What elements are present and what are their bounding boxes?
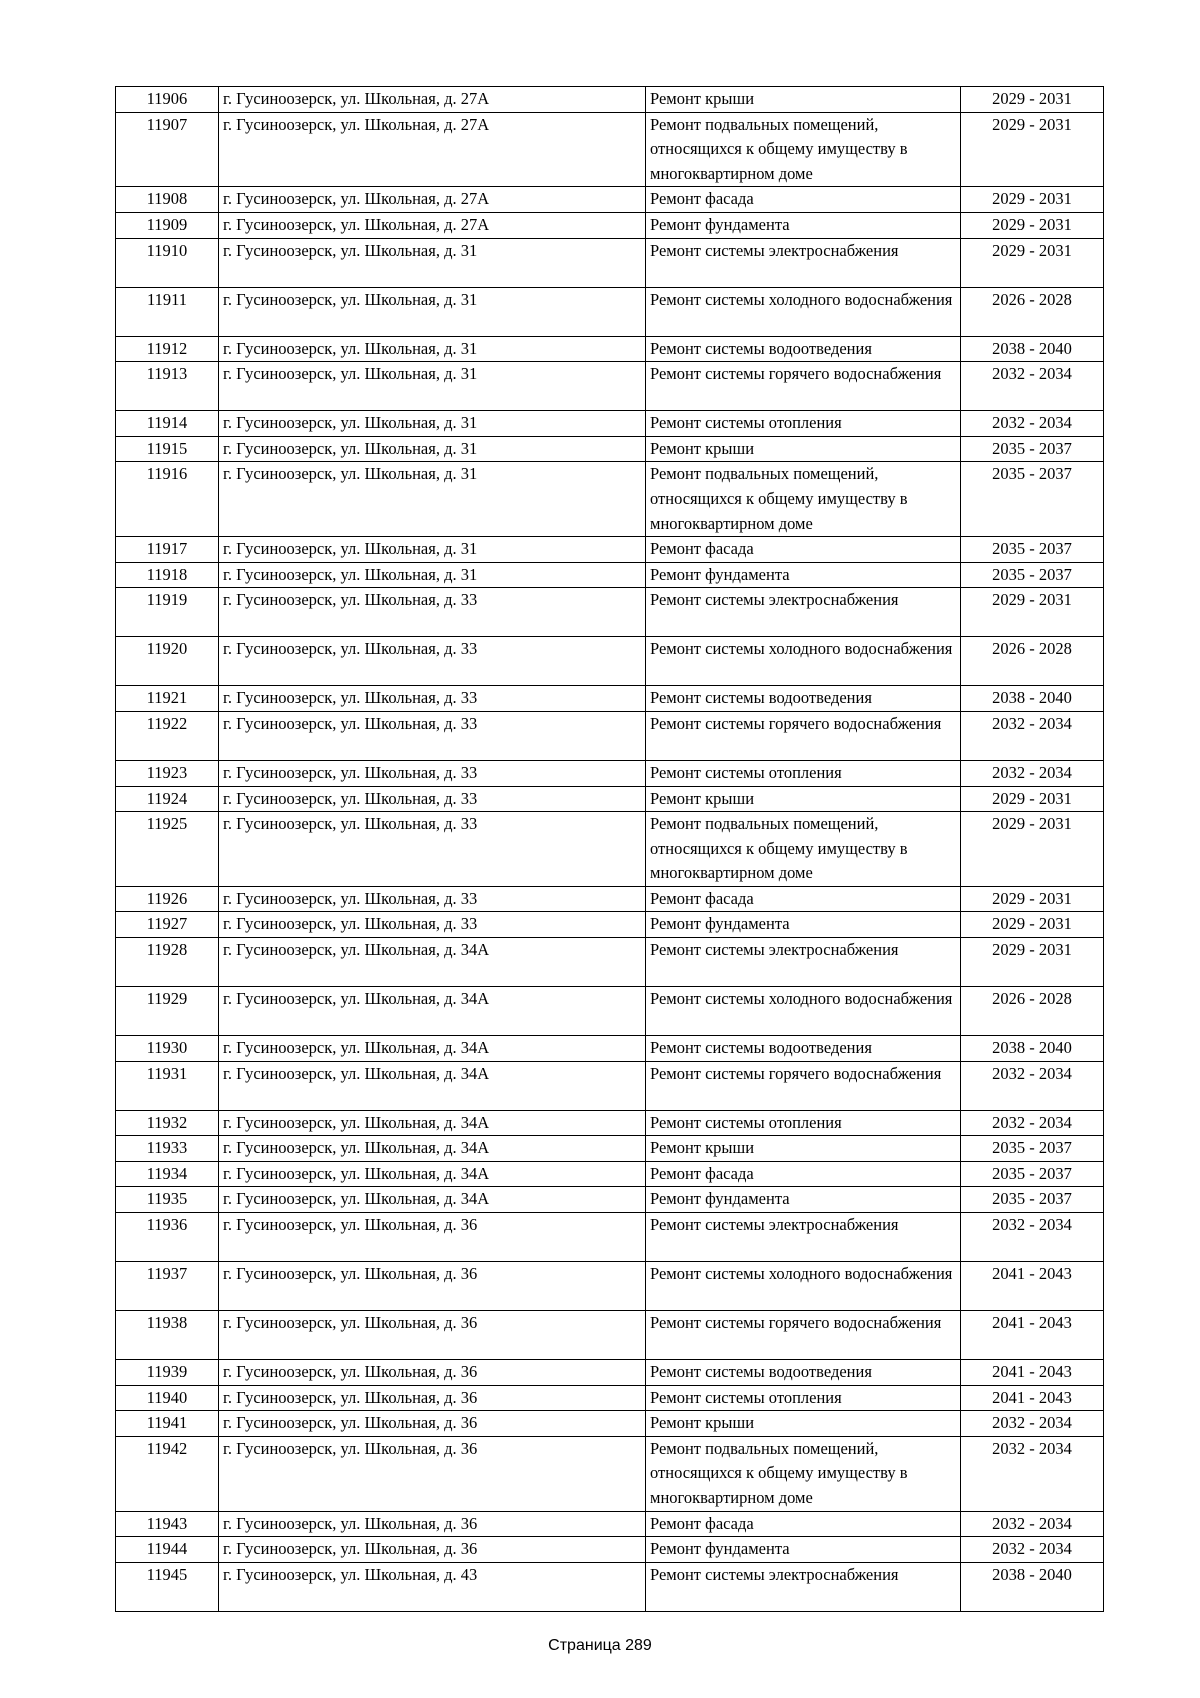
cell-number: 11942 xyxy=(116,1436,219,1511)
cell-work-type: Ремонт подвальных помещений, относящихся к общему имуществу в многоквартирном доме xyxy=(646,812,961,887)
cell-work-type: Ремонт подвальных помещений, относящихся к общему имуществу в многоквартирном доме xyxy=(646,462,961,537)
cell-address: г. Гусиноозерск, ул. Школьная, д. 27А xyxy=(219,187,646,213)
cell-number: 11940 xyxy=(116,1385,219,1411)
table-body xyxy=(116,87,1104,1612)
cell-period: 2026 - 2028 xyxy=(961,287,1104,336)
cell-number: 11926 xyxy=(116,886,219,912)
cell-number: 11908 xyxy=(116,187,219,213)
table-row xyxy=(116,462,1104,537)
cell-period: 2032 - 2034 xyxy=(961,1537,1104,1563)
cell-work-type: Ремонт системы водоотведения xyxy=(646,686,961,712)
cell-number: 11915 xyxy=(116,436,219,462)
table-row xyxy=(116,1537,1104,1563)
table-row xyxy=(116,938,1104,987)
cell-period: 2029 - 2031 xyxy=(961,112,1104,187)
cell-period: 2029 - 2031 xyxy=(961,786,1104,812)
cell-number: 11944 xyxy=(116,1537,219,1563)
cell-work-type: Ремонт крыши xyxy=(646,1411,961,1437)
cell-period: 2041 - 2043 xyxy=(961,1311,1104,1360)
table-row xyxy=(116,287,1104,336)
cell-number: 11945 xyxy=(116,1562,219,1611)
cell-period: 2038 - 2040 xyxy=(961,336,1104,362)
cell-address: г. Гусиноозерск, ул. Школьная, д. 33 xyxy=(219,711,646,760)
cell-address: г. Гусиноозерск, ул. Школьная, д. 33 xyxy=(219,686,646,712)
cell-address: г. Гусиноозерск, ул. Школьная, д. 27А xyxy=(219,112,646,187)
cell-period: 2035 - 2037 xyxy=(961,462,1104,537)
cell-period: 2029 - 2031 xyxy=(961,588,1104,637)
cell-address: г. Гусиноозерск, ул. Школьная, д. 27А xyxy=(219,212,646,238)
table-row xyxy=(116,537,1104,563)
table-row xyxy=(116,711,1104,760)
cell-period: 2026 - 2028 xyxy=(961,987,1104,1036)
cell-work-type: Ремонт системы водоотведения xyxy=(646,1360,961,1386)
cell-number: 11922 xyxy=(116,711,219,760)
cell-number: 11913 xyxy=(116,362,219,411)
table-row xyxy=(116,987,1104,1036)
cell-address: г. Гусиноозерск, ул. Школьная, д. 36 xyxy=(219,1262,646,1311)
table-row xyxy=(116,1187,1104,1213)
cell-address: г. Гусиноозерск, ул. Школьная, д. 33 xyxy=(219,886,646,912)
cell-work-type: Ремонт системы холодного водоснабжения xyxy=(646,987,961,1036)
table-row xyxy=(116,1136,1104,1162)
cell-address: г. Гусиноозерск, ул. Школьная, д. 31 xyxy=(219,537,646,563)
cell-address: г. Гусиноозерск, ул. Школьная, д. 36 xyxy=(219,1311,646,1360)
cell-address: г. Гусиноозерск, ул. Школьная, д. 27А xyxy=(219,87,646,113)
cell-period: 2035 - 2037 xyxy=(961,436,1104,462)
cell-work-type: Ремонт крыши xyxy=(646,1136,961,1162)
table-row xyxy=(116,411,1104,437)
cell-period: 2032 - 2034 xyxy=(961,362,1104,411)
cell-period: 2035 - 2037 xyxy=(961,1161,1104,1187)
table-row xyxy=(116,886,1104,912)
cell-work-type: Ремонт фасада xyxy=(646,537,961,563)
cell-number: 11924 xyxy=(116,786,219,812)
cell-address: г. Гусиноозерск, ул. Школьная, д. 31 xyxy=(219,287,646,336)
cell-period: 2026 - 2028 xyxy=(961,637,1104,686)
table-row xyxy=(116,686,1104,712)
cell-work-type: Ремонт системы горячего водоснабжения xyxy=(646,362,961,411)
cell-number: 11911 xyxy=(116,287,219,336)
cell-number: 11934 xyxy=(116,1161,219,1187)
cell-number: 11906 xyxy=(116,87,219,113)
cell-work-type: Ремонт крыши xyxy=(646,436,961,462)
cell-address: г. Гусиноозерск, ул. Школьная, д. 33 xyxy=(219,760,646,786)
cell-period: 2029 - 2031 xyxy=(961,938,1104,987)
cell-period: 2035 - 2037 xyxy=(961,562,1104,588)
cell-work-type: Ремонт системы отопления xyxy=(646,1385,961,1411)
table-row xyxy=(116,1110,1104,1136)
cell-number: 11932 xyxy=(116,1110,219,1136)
cell-address: г. Гусиноозерск, ул. Школьная, д. 36 xyxy=(219,1213,646,1262)
cell-work-type: Ремонт крыши xyxy=(646,786,961,812)
cell-address: г. Гусиноозерск, ул. Школьная, д. 33 xyxy=(219,912,646,938)
cell-period: 2041 - 2043 xyxy=(961,1360,1104,1386)
cell-work-type: Ремонт системы электроснабжения xyxy=(646,1213,961,1262)
cell-number: 11909 xyxy=(116,212,219,238)
cell-number: 11928 xyxy=(116,938,219,987)
cell-address: г. Гусиноозерск, ул. Школьная, д. 31 xyxy=(219,362,646,411)
cell-address: г. Гусиноозерск, ул. Школьная, д. 34А xyxy=(219,1036,646,1062)
table-row xyxy=(116,238,1104,287)
cell-address: г. Гусиноозерск, ул. Школьная, д. 36 xyxy=(219,1537,646,1563)
cell-number: 11938 xyxy=(116,1311,219,1360)
cell-work-type: Ремонт системы электроснабжения xyxy=(646,938,961,987)
cell-period: 2041 - 2043 xyxy=(961,1385,1104,1411)
cell-work-type: Ремонт подвальных помещений, относящихся к общему имуществу в многоквартирном доме xyxy=(646,1436,961,1511)
cell-address: г. Гусиноозерск, ул. Школьная, д. 36 xyxy=(219,1360,646,1386)
cell-period: 2032 - 2034 xyxy=(961,711,1104,760)
cell-period: 2035 - 2037 xyxy=(961,1187,1104,1213)
cell-address: г. Гусиноозерск, ул. Школьная, д. 34А xyxy=(219,1187,646,1213)
cell-address: г. Гусиноозерск, ул. Школьная, д. 36 xyxy=(219,1411,646,1437)
cell-work-type: Ремонт системы горячего водоснабжения xyxy=(646,711,961,760)
cell-number: 11917 xyxy=(116,537,219,563)
cell-work-type: Ремонт системы отопления xyxy=(646,411,961,437)
cell-number: 11910 xyxy=(116,238,219,287)
cell-number: 11919 xyxy=(116,588,219,637)
cell-number: 11914 xyxy=(116,411,219,437)
cell-period: 2029 - 2031 xyxy=(961,886,1104,912)
table-row xyxy=(116,637,1104,686)
cell-period: 2032 - 2034 xyxy=(961,1411,1104,1437)
page-number: Страница 289 xyxy=(548,1637,652,1654)
cell-address: г. Гусиноозерск, ул. Школьная, д. 34А xyxy=(219,938,646,987)
cell-work-type: Ремонт системы холодного водоснабжения xyxy=(646,287,961,336)
cell-period: 2029 - 2031 xyxy=(961,912,1104,938)
cell-address: г. Гусиноозерск, ул. Школьная, д. 36 xyxy=(219,1511,646,1537)
cell-address: г. Гусиноозерск, ул. Школьная, д. 33 xyxy=(219,812,646,887)
cell-work-type: Ремонт системы отопления xyxy=(646,1110,961,1136)
cell-work-type: Ремонт системы горячего водоснабжения xyxy=(646,1061,961,1110)
table-row xyxy=(116,1360,1104,1386)
cell-number: 11927 xyxy=(116,912,219,938)
cell-number: 11933 xyxy=(116,1136,219,1162)
cell-work-type: Ремонт системы водоотведения xyxy=(646,1036,961,1062)
cell-number: 11925 xyxy=(116,812,219,887)
cell-address: г. Гусиноозерск, ул. Школьная, д. 31 xyxy=(219,411,646,437)
repair-schedule-table xyxy=(115,86,1104,1612)
cell-work-type: Ремонт фундамента xyxy=(646,1187,961,1213)
table-row xyxy=(116,912,1104,938)
cell-number: 11936 xyxy=(116,1213,219,1262)
cell-period: 2041 - 2043 xyxy=(961,1262,1104,1311)
table-row xyxy=(116,1511,1104,1537)
table-row xyxy=(116,112,1104,187)
table-row xyxy=(116,1436,1104,1511)
cell-work-type: Ремонт системы отопления xyxy=(646,760,961,786)
cell-work-type: Ремонт системы горячего водоснабжения xyxy=(646,1311,961,1360)
cell-address: г. Гусиноозерск, ул. Школьная, д. 33 xyxy=(219,588,646,637)
cell-period: 2038 - 2040 xyxy=(961,686,1104,712)
cell-number: 11941 xyxy=(116,1411,219,1437)
cell-address: г. Гусиноозерск, ул. Школьная, д. 36 xyxy=(219,1385,646,1411)
table-row xyxy=(116,1262,1104,1311)
cell-period: 2032 - 2034 xyxy=(961,1436,1104,1511)
cell-work-type: Ремонт фундамента xyxy=(646,562,961,588)
table-row xyxy=(116,1213,1104,1262)
cell-period: 2032 - 2034 xyxy=(961,1213,1104,1262)
cell-work-type: Ремонт фундамента xyxy=(646,212,961,238)
cell-period: 2038 - 2040 xyxy=(961,1562,1104,1611)
cell-period: 2035 - 2037 xyxy=(961,537,1104,563)
table-row xyxy=(116,1385,1104,1411)
cell-period: 2029 - 2031 xyxy=(961,87,1104,113)
cell-number: 11930 xyxy=(116,1036,219,1062)
cell-work-type: Ремонт фасада xyxy=(646,886,961,912)
cell-address: г. Гусиноозерск, ул. Школьная, д. 43 xyxy=(219,1562,646,1611)
table-row xyxy=(116,1036,1104,1062)
cell-work-type: Ремонт крыши xyxy=(646,87,961,113)
cell-work-type: Ремонт системы водоотведения xyxy=(646,336,961,362)
cell-period: 2032 - 2034 xyxy=(961,760,1104,786)
table-row xyxy=(116,212,1104,238)
cell-number: 11931 xyxy=(116,1061,219,1110)
table-row xyxy=(116,786,1104,812)
cell-address: г. Гусиноозерск, ул. Школьная, д. 33 xyxy=(219,786,646,812)
cell-address: г. Гусиноозерск, ул. Школьная, д. 33 xyxy=(219,637,646,686)
cell-period: 2029 - 2031 xyxy=(961,238,1104,287)
cell-address: г. Гусиноозерск, ул. Школьная, д. 36 xyxy=(219,1436,646,1511)
cell-number: 11939 xyxy=(116,1360,219,1386)
cell-work-type: Ремонт подвальных помещений, относящихся к общему имуществу в многоквартирном доме xyxy=(646,112,961,187)
cell-number: 11907 xyxy=(116,112,219,187)
cell-period: 2032 - 2034 xyxy=(961,1110,1104,1136)
table-row xyxy=(116,436,1104,462)
cell-work-type: Ремонт фасада xyxy=(646,187,961,213)
cell-period: 2035 - 2037 xyxy=(961,1136,1104,1162)
cell-work-type: Ремонт системы холодного водоснабжения xyxy=(646,637,961,686)
cell-address: г. Гусиноозерск, ул. Школьная, д. 31 xyxy=(219,436,646,462)
cell-address: г. Гусиноозерск, ул. Школьная, д. 34А xyxy=(219,1136,646,1162)
cell-work-type: Ремонт системы электроснабжения xyxy=(646,238,961,287)
table-row xyxy=(116,1061,1104,1110)
cell-address: г. Гусиноозерск, ул. Школьная, д. 34А xyxy=(219,1061,646,1110)
cell-address: г. Гусиноозерск, ул. Школьная, д. 31 xyxy=(219,562,646,588)
cell-work-type: Ремонт системы электроснабжения xyxy=(646,588,961,637)
table-row xyxy=(116,336,1104,362)
table-row xyxy=(116,1161,1104,1187)
cell-period: 2029 - 2031 xyxy=(961,187,1104,213)
table-row xyxy=(116,1411,1104,1437)
table-row xyxy=(116,362,1104,411)
cell-address: г. Гусиноозерск, ул. Школьная, д. 31 xyxy=(219,462,646,537)
table-row xyxy=(116,1311,1104,1360)
cell-address: г. Гусиноозерск, ул. Школьная, д. 31 xyxy=(219,336,646,362)
cell-number: 11923 xyxy=(116,760,219,786)
table-row xyxy=(116,1562,1104,1611)
cell-number: 11935 xyxy=(116,1187,219,1213)
cell-period: 2032 - 2034 xyxy=(961,411,1104,437)
cell-work-type: Ремонт фундамента xyxy=(646,912,961,938)
cell-period: 2038 - 2040 xyxy=(961,1036,1104,1062)
table-row xyxy=(116,187,1104,213)
cell-number: 11943 xyxy=(116,1511,219,1537)
table-row xyxy=(116,760,1104,786)
cell-number: 11937 xyxy=(116,1262,219,1311)
table-row xyxy=(116,562,1104,588)
cell-period: 2032 - 2034 xyxy=(961,1061,1104,1110)
cell-work-type: Ремонт системы электроснабжения xyxy=(646,1562,961,1611)
cell-address: г. Гусиноозерск, ул. Школьная, д. 34А xyxy=(219,1161,646,1187)
cell-work-type: Ремонт фундамента xyxy=(646,1537,961,1563)
cell-number: 11920 xyxy=(116,637,219,686)
cell-period: 2029 - 2031 xyxy=(961,812,1104,887)
table-row xyxy=(116,812,1104,887)
cell-number: 11912 xyxy=(116,336,219,362)
cell-number: 11921 xyxy=(116,686,219,712)
cell-address: г. Гусиноозерск, ул. Школьная, д. 34А xyxy=(219,987,646,1036)
cell-work-type: Ремонт фасада xyxy=(646,1511,961,1537)
cell-period: 2029 - 2031 xyxy=(961,212,1104,238)
cell-number: 11916 xyxy=(116,462,219,537)
cell-address: г. Гусиноозерск, ул. Школьная, д. 31 xyxy=(219,238,646,287)
cell-period: 2032 - 2034 xyxy=(961,1511,1104,1537)
cell-work-type: Ремонт фасада xyxy=(646,1161,961,1187)
table-row xyxy=(116,588,1104,637)
cell-work-type: Ремонт системы холодного водоснабжения xyxy=(646,1262,961,1311)
cell-number: 11929 xyxy=(116,987,219,1036)
cell-address: г. Гусиноозерск, ул. Школьная, д. 34А xyxy=(219,1110,646,1136)
table-row xyxy=(116,87,1104,113)
cell-number: 11918 xyxy=(116,562,219,588)
